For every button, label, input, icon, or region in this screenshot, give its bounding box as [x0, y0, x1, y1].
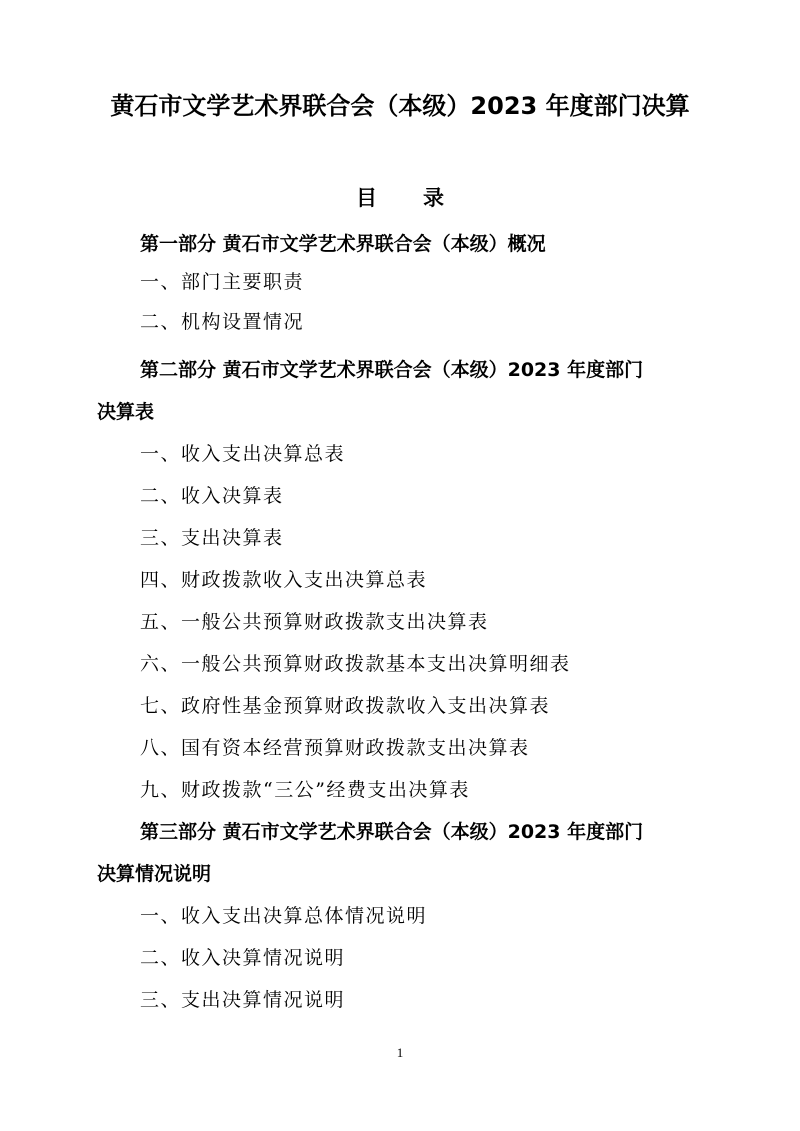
document-title: 黄石市文学艺术界联合会（本级）2023 年度部门决算: [110, 92, 690, 120]
toc-item: 三、支出决算情况说明: [140, 989, 346, 1011]
toc-item: 二、收入决算表: [140, 485, 284, 507]
part3-heading-cont: 决算情况说明: [97, 863, 212, 885]
toc-item: 三、支出决算表: [140, 527, 284, 549]
toc-item: 四、财政拨款收入支出决算总表: [140, 569, 428, 591]
toc-item: 九、财政拨款“三公”经费支出决算表: [140, 779, 470, 801]
toc-heading: 目录: [356, 186, 490, 210]
part3-heading: 第三部分 黄石市文学艺术界联合会（本级）2023 年度部门: [140, 821, 644, 843]
part1-heading: 第一部分 黄石市文学艺术界联合会（本级）概况: [140, 233, 546, 255]
toc-item: 一、部门主要职责: [140, 271, 305, 293]
toc-item: 八、国有资本经营预算财政拨款支出决算表: [140, 737, 530, 759]
toc-item: 一、收入支出决算总体情况说明: [140, 905, 428, 927]
toc-item: 六、一般公共预算财政拨款基本支出决算明细表: [140, 653, 571, 675]
toc-item: 二、收入决算情况说明: [140, 947, 346, 969]
toc-item: 二、机构设置情况: [140, 311, 305, 333]
part2-heading-cont: 决算表: [97, 401, 155, 423]
toc-item: 七、政府性基金预算财政拨款收入支出决算表: [140, 695, 551, 717]
part2-heading: 第二部分 黄石市文学艺术界联合会（本级）2023 年度部门: [140, 359, 644, 381]
toc-item: 一、收入支出决算总表: [140, 443, 346, 465]
page-number: 1: [396, 1045, 404, 1060]
toc-item: 五、一般公共预算财政拨款支出决算表: [140, 611, 489, 633]
